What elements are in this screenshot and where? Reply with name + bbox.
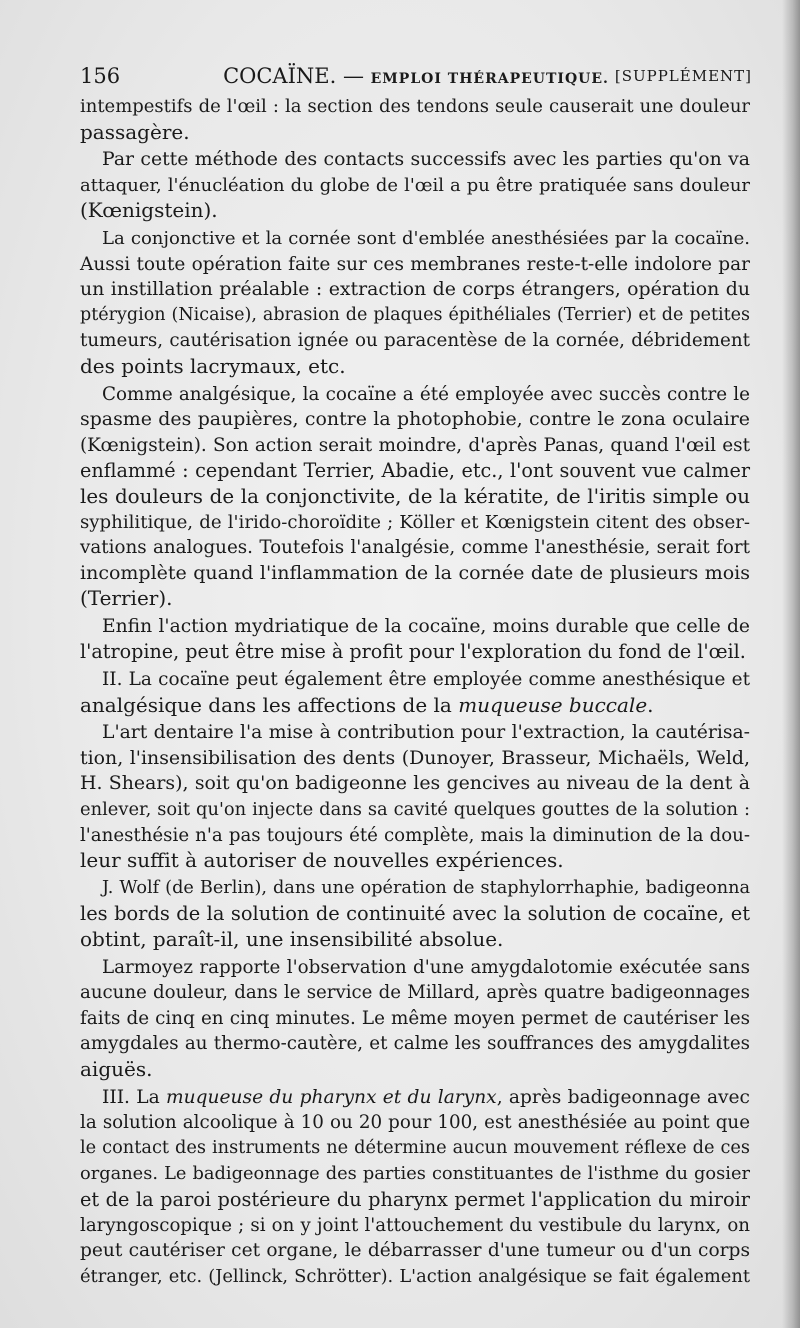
text-line: le contact des instruments ne détermine aucun mouvement réflexe de ces: [80, 1137, 750, 1158]
italic-term: muqueuse buccale: [458, 692, 648, 717]
running-title-sub: EMPLOI THÉRAPEUTIQUE.: [370, 71, 609, 87]
text-line: des points lacrymaux, etc.: [80, 353, 346, 378]
text-line: étranger, etc. (Jellinck, Schrötter). L'action analgésique se fait également: [80, 1265, 750, 1287]
text-line: Larmoyez rapporte l'observation d'une amygdalotomie exécutée sans: [102, 956, 750, 978]
text-line: organes. Le badigeonnage des parties constituantes de l'isthme du gosier: [80, 1163, 750, 1185]
section-label: [SUPPLÉMENT]: [614, 67, 752, 85]
text-line: spasme des paupières, contre la photophobie, contre le zona oculaire: [80, 408, 750, 431]
text-line: ptérygion (Nicaise), abrasion de plaques épithéliales (Terrier) et de petites: [80, 304, 750, 325]
text-line: vations analogues. Toutefois l'analgésie, comme l'anesthésie, serait fort: [80, 537, 750, 559]
text-line: leur suffit à autoriser de nouvelles expériences.: [80, 848, 564, 873]
text-line: et de la paroi postérieure du pharynx permet l'application du miroir: [80, 1187, 750, 1211]
text-line: aucune douleur, dans le service de Millard, après quatre badigeonnages: [80, 982, 750, 1004]
text-line: faits de cinq en cinq minutes. Le même moyen permet de cautériser les: [80, 1007, 750, 1029]
text-line: enflammé : cependant Terrier, Abadie, etc., l'ont souvent vue calmer: [80, 459, 750, 483]
page-number: 156: [80, 64, 121, 88]
text-line: aiguës.: [80, 1056, 153, 1081]
text-line: l'atropine, peut être mise à profit pour l'exploration du fond de l'œil.: [80, 640, 746, 664]
running-title-main: COCAÏNE.: [223, 64, 337, 88]
text-line: les bords de la solution de continuité avec la solution de cocaïne, et: [80, 902, 750, 926]
text-line: la solution alcoolique à 10 ou 20 pour 100, est anesthésiée au point que: [80, 1112, 750, 1134]
text-line: syphilitique, de l'irido-choroïdite ; Köller et Kœnigstein citent des obser-: [80, 511, 750, 533]
running-head: [80, 60, 752, 92]
text-run: .: [647, 692, 654, 717]
text-line: tumeurs, cautérisation ignée ou paracentèse de la cornée, débridement: [80, 330, 750, 352]
text-line: [80, 1085, 750, 1111]
text-line: peut cautériser cet organe, le débarrasser d'une tumeur ou d'un corps: [80, 1240, 750, 1262]
text-line: H. Shears), soit qu'on badigeonne les gencives au niveau de la dent à: [80, 772, 750, 795]
text-line: un instillation préalable : extraction de corps étrangers, opération du: [80, 278, 750, 301]
text-line: La conjonctive et la cornée sont d'emblée anesthésiées par la cocaïne.: [102, 227, 750, 249]
text-line: (Kœnigstein). Son action serait moindre, d'après Panas, quand l'œil est: [80, 434, 750, 456]
italic-term: muqueuse du pharynx et du larynx: [166, 1086, 497, 1108]
text-run: III. La: [102, 1086, 167, 1108]
text-line: amygdales au thermo-cautère, et calme les souffrances des amygdalites: [80, 1033, 750, 1055]
spine-shadow: [782, 0, 800, 1328]
text-line: intempestifs de l'œil : la section des tendons seule causerait une douleur: [80, 96, 750, 117]
text-line: Enfin l'action mydriatique de la cocaïne, moins durable que celle de: [102, 615, 750, 637]
text-run: , après badigeonnage avec: [496, 1086, 750, 1108]
text-run: analgésique dans les affections de la: [80, 692, 459, 717]
text-line: laryngoscopique ; si on y joint l'attouchement du vestibule du larynx, on: [80, 1214, 750, 1236]
text-line: les douleurs de la conjonctivite, de la kératite, de l'iritis simple ou: [80, 484, 750, 508]
text-line: J. Wolf (de Berlin), dans une opération de staphylorrhaphie, badigeonna: [102, 877, 750, 898]
text-line: L'art dentaire l'a mise à contribution pour l'extraction, la cautérisa-: [102, 722, 750, 744]
text-line: Comme analgésique, la cocaïne a été employée avec succès contre le: [102, 383, 750, 405]
text-line: [80, 693, 750, 719]
text-line: Par cette méthode des contacts successifs avec les parties qu'on va: [102, 149, 750, 171]
text-line: l'anesthésie n'a pas toujours été complète, mais la diminution de la dou-: [80, 824, 750, 846]
text-line: passagère.: [80, 119, 190, 144]
text-line: II. La cocaïne peut également être employée comme anesthésique et: [102, 669, 750, 691]
text-line: enlever, soit qu'on injecte dans sa cavité quelques gouttes de la solution :: [80, 799, 750, 821]
text-line: tion, l'insensibilisation des dents (Dunoyer, Brasseur, Michaëls, Weld,: [80, 746, 750, 769]
text-line: Aussi toute opération faite sur ces membranes reste-t-elle indolore par: [80, 253, 750, 275]
body-text: [80, 94, 750, 1289]
text-line: (Kœnigstein).: [80, 198, 218, 223]
text-line: (Terrier).: [80, 586, 173, 611]
text-line: incomplète quand l'inflammation de la cornée date de plusieurs mois: [80, 561, 750, 584]
text-line: attaquer, l'énucléation du globe de l'œil a pu être pratiquée sans douleur: [80, 174, 750, 196]
text-line: obtint, paraît-il, une insensibilité absolue.: [80, 927, 504, 951]
running-title-dash: —: [336, 64, 371, 88]
